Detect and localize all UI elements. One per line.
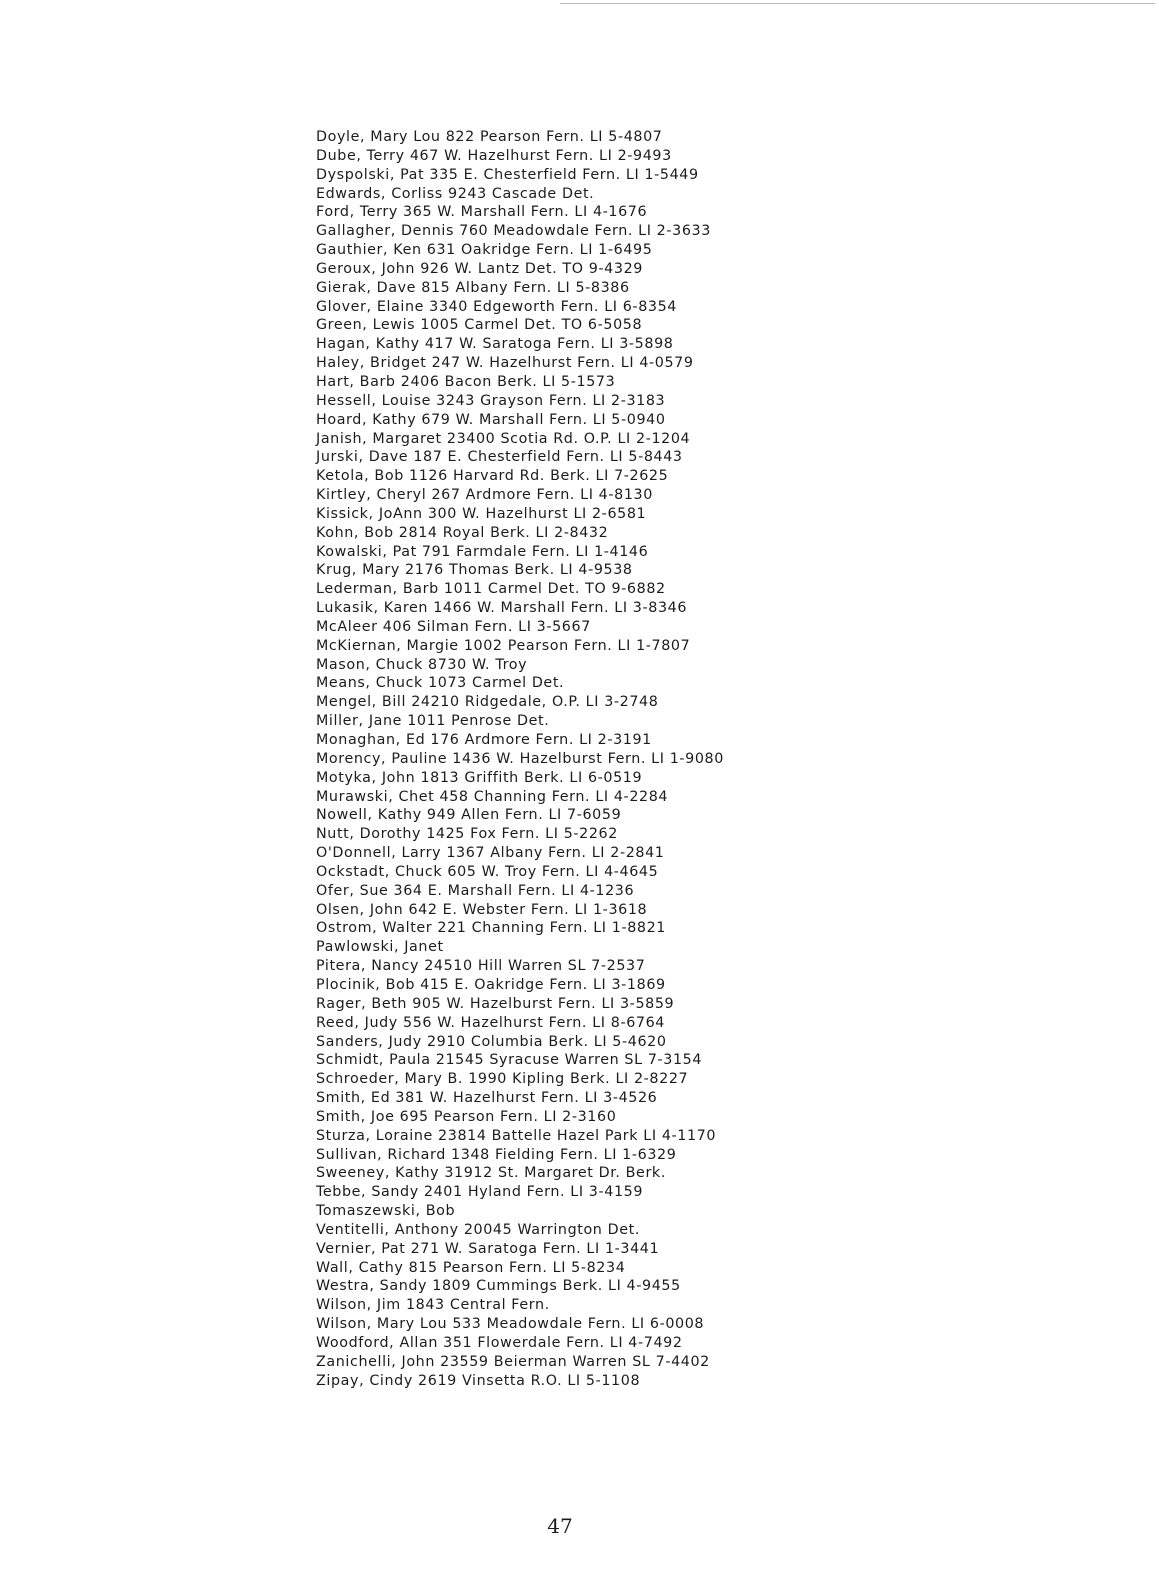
directory-entry: O'Donnell, Larry 1367 Albany Fern. LI 2-2841 (316, 845, 665, 862)
directory-entry: Ford, Terry 365 W. Marshall Fern. LI 4-1676 (316, 204, 648, 221)
directory-entry: Hessell, Louise 3243 Grayson Fern. LI 2-3183 (316, 392, 666, 409)
directory-entry: Means, Chuck 1073 Carmel Det. (316, 675, 565, 692)
directory-entry: Smith, Ed 381 W. Hazelhurst Fern. LI 3-4526 (316, 1090, 658, 1107)
directory-entry: Schroeder, Mary B. 1990 Kipling Berk. LI 2-8227 (316, 1071, 689, 1088)
directory-entry: Pitera, Nancy 24510 Hill Warren SL 7-2537 (316, 958, 646, 975)
directory-entry: Olsen, John 642 E. Webster Fern. LI 1-3618 (316, 901, 648, 918)
directory-entry: Dube, Terry 467 W. Hazelhurst Fern. LI 2-9493 (316, 147, 672, 164)
directory-entry: Gauthier, Ken 631 Oakridge Fern. LI 1-6495 (316, 242, 653, 259)
directory-entry: Pawlowski, Janet (316, 939, 444, 956)
directory-entry: Woodford, Allan 351 Flowerdale Fern. LI 4-7492 (316, 1335, 683, 1351)
directory-entry: Ockstadt, Chuck 605 W. Troy Fern. LI 4-4645 (316, 863, 659, 880)
directory-entry: Wilson, Jim 1843 Central Fern. (316, 1297, 550, 1314)
directory-entry: Kissick, JoAnn 300 W. Hazelhurst LI 2-6581 (316, 505, 647, 522)
directory-entry: Hoard, Kathy 679 W. Marshall Fern. LI 5-0940 (316, 411, 666, 428)
directory-entry: Zanichelli, John 23559 Beierman Warren SL 7-4402 (316, 1353, 710, 1370)
directory-entry: Nutt, Dorothy 1425 Fox Fern. LI 5-2262 (316, 826, 618, 843)
directory-entry: Nowell, Kathy 949 Allen Fern. LI 7-6059 (316, 807, 622, 824)
directory-entry: Morency, Pauline 1436 W. Hazelburst Fern. LI 1-9080 (316, 750, 724, 767)
directory-entry: Dyspolski, Pat 335 E. Chesterfield Fern. LI 1-5449 (316, 166, 699, 183)
directory-list (316, 128, 724, 1391)
directory-entry: Plocinik, Bob 415 E. Oakridge Fern. LI 3-1869 (316, 976, 666, 993)
directory-entry: Hagan, Kathy 417 W. Saratoga Fern. LI 3-5898 (316, 336, 674, 353)
page-number: 47 (547, 1514, 573, 1538)
directory-entry: Janish, Margaret 23400 Scotia Rd. O.P. LI 2-1204 (316, 430, 691, 447)
directory-entry: Tebbe, Sandy 2401 Hyland Fern. LI 3-4159 (316, 1184, 644, 1201)
directory-entry: Kowalski, Pat 791 Farmdale Fern. LI 1-4146 (316, 543, 649, 560)
directory-entry: Motyka, John 1813 Griffith Berk. LI 6-0519 (316, 769, 643, 786)
directory-entry: Lukasik, Karen 1466 W. Marshall Fern. LI 3-8346 (316, 600, 688, 617)
directory-entry: Schmidt, Paula 21545 Syracuse Warren SL 7-3154 (316, 1052, 703, 1069)
directory-entry: Sturza, Loraine 23814 Battelle Hazel Park LI 4-1170 (316, 1127, 717, 1144)
directory-entry: Hart, Barb 2406 Bacon Berk. LI 5-1573 (316, 373, 616, 390)
directory-entry: Monaghan, Ed 176 Ardmore Fern. LI 2-3191 (316, 732, 652, 748)
directory-entry: Gierak, Dave 815 Albany Fern. LI 5-8386 (316, 279, 630, 296)
directory-entry: McKiernan, Margie 1002 Pearson Fern. LI 1-7807 (316, 637, 691, 654)
directory-entry: Sanders, Judy 2910 Columbia Berk. LI 5-4620 (316, 1033, 667, 1050)
directory-entry: Kirtley, Cheryl 267 Ardmore Fern. LI 4-8130 (316, 487, 653, 504)
directory-entry: Ventitelli, Anthony 20045 Warrington Det. (316, 1221, 640, 1238)
directory-entry: Sullivan, Richard 1348 Fielding Fern. LI 1-6329 (316, 1146, 677, 1163)
directory-entry: Ketola, Bob 1126 Harvard Rd. Berk. LI 7-2625 (316, 468, 669, 485)
directory-entry: Glover, Elaine 3340 Edgeworth Fern. LI 6-8354 (316, 298, 677, 315)
directory-entry: Green, Lewis 1005 Carmel Det. TO 6-5058 (316, 317, 643, 334)
directory-entry: Krug, Mary 2176 Thomas Berk. LI 4-9538 (316, 562, 633, 579)
directory-entry: Ofer, Sue 364 E. Marshall Fern. LI 4-1236 (316, 882, 635, 899)
top-rule (560, 3, 1155, 4)
directory-entry: Sweeney, Kathy 31912 St. Margaret Dr. Berk. (316, 1165, 666, 1182)
directory-entry: Miller, Jane 1011 Penrose Det. (316, 713, 550, 730)
directory-entry: Vernier, Pat 271 W. Saratoga Fern. LI 1-3441 (316, 1240, 660, 1257)
directory-entry: Mason, Chuck 8730 W. Troy (316, 656, 528, 673)
directory-entry: Ostrom, Walter 221 Channing Fern. LI 1-8821 (316, 920, 667, 937)
directory-entry: Wall, Cathy 815 Pearson Fern. LI 5-8234 (316, 1259, 626, 1276)
directory-entry: Murawski, Chet 458 Channing Fern. LI 4-2284 (316, 788, 669, 805)
directory-entry: McAleer 406 Silman Fern. LI 3-5667 (316, 618, 591, 635)
directory-entry: Smith, Joe 695 Pearson Fern. LI 2-3160 (316, 1108, 617, 1125)
directory-entry: Jurski, Dave 187 E. Chesterfield Fern. LI 5-8443 (316, 449, 683, 466)
directory-entry: Reed, Judy 556 W. Hazelhurst Fern. LI 8-6764 (316, 1014, 665, 1031)
directory-entry: Lederman, Barb 1011 Carmel Det. TO 9-6882 (316, 581, 666, 598)
directory-entry: Zipay, Cindy 2619 Vinsetta R.O. LI 5-1108 (316, 1372, 641, 1389)
directory-entry: Tomaszewski, Bob (316, 1203, 456, 1220)
directory-entry: Gallagher, Dennis 760 Meadowdale Fern. LI 2-3633 (316, 223, 711, 240)
directory-entry: Mengel, Bill 24210 Ridgedale, O.P. LI 3-2748 (316, 694, 659, 711)
directory-entry: Geroux, John 926 W. Lantz Det. TO 9-4329 (316, 260, 643, 277)
directory-entry: Haley, Bridget 247 W. Hazelhurst Fern. LI 4-0579 (316, 355, 694, 372)
directory-entry: Edwards, Corliss 9243 Cascade Det. (316, 185, 595, 202)
directory-entry: Wilson, Mary Lou 533 Meadowdale Fern. LI 6-0008 (316, 1316, 705, 1333)
directory-entry: Westra, Sandy 1809 Cummings Berk. LI 4-9455 (316, 1278, 681, 1295)
directory-entry: Doyle, Mary Lou 822 Pearson Fern. LI 5-4807 (316, 129, 663, 145)
directory-entry: Rager, Beth 905 W. Hazelburst Fern. LI 3-5859 (316, 995, 675, 1012)
directory-entry: Kohn, Bob 2814 Royal Berk. LI 2-8432 (316, 524, 609, 541)
